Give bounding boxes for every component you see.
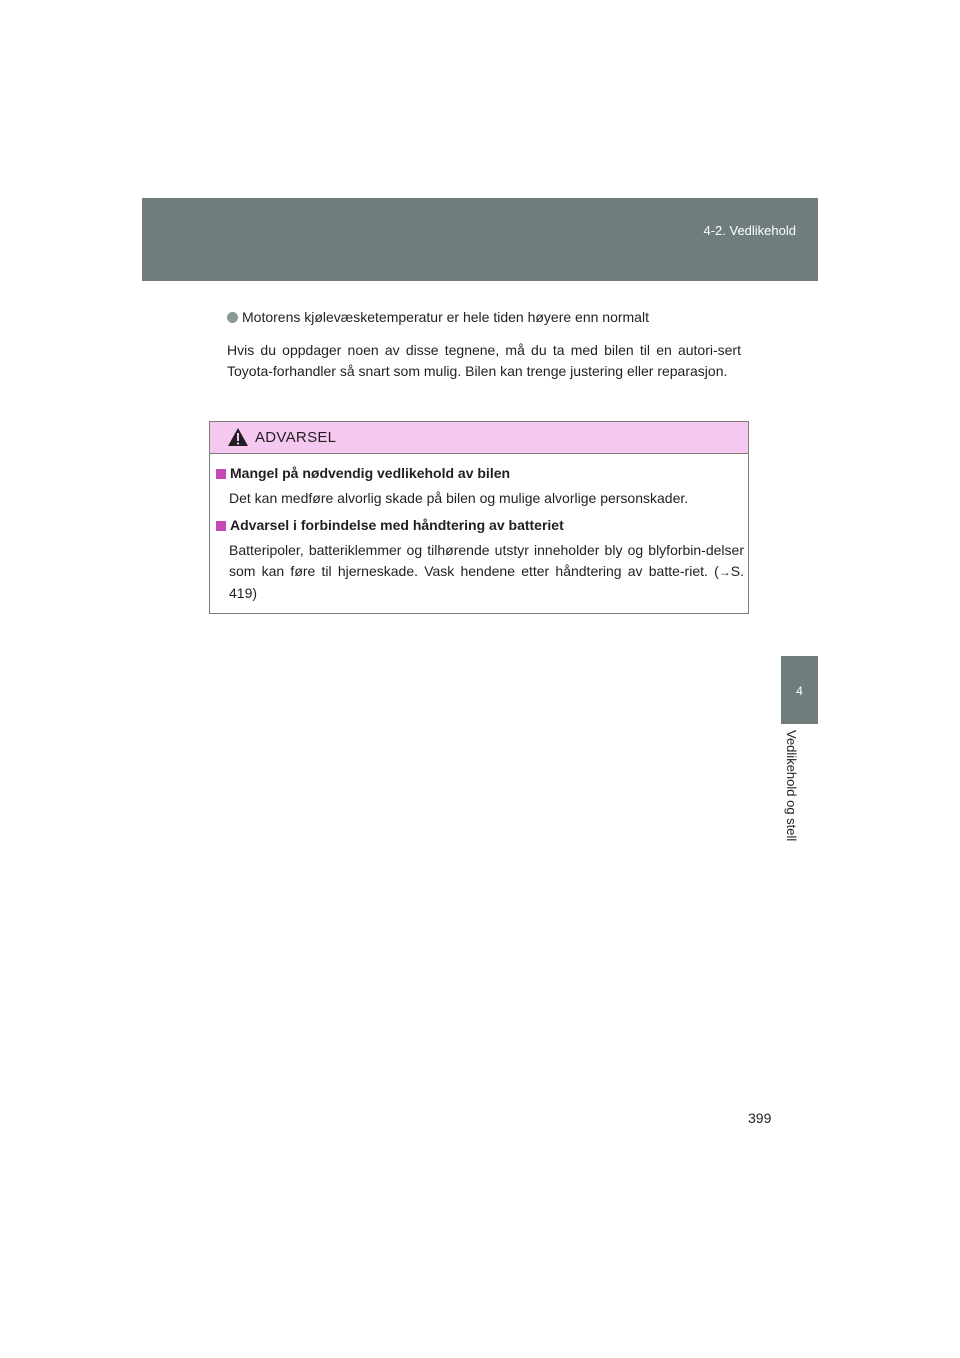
warning-text: Batteripoler, batteriklemmer og tilhørende utstyr inneholder bly og blyforbin-delser som kan føre til hjerneskade. Vask hendene etter håndtering av batte-riet. (→S. 419)	[229, 542, 744, 601]
body-paragraph: Hvis du oppdager noen av disse tegnene, må du ta med bilen til en autori-sert Toyota-forhandler så snart som mulig. Bilen kan trenge justering eller reparasjon.	[227, 342, 741, 379]
header-band	[142, 198, 818, 281]
warning-section	[216, 465, 744, 509]
warning-text: Det kan medføre alvorlig skade på bilen og mulige alvorlige personskader.	[229, 490, 689, 506]
bullet-dot-icon	[227, 312, 238, 323]
warning-box	[209, 421, 749, 614]
warning-header	[210, 422, 748, 454]
page-number: 399	[748, 1110, 772, 1126]
chapter-title: Vedlikehold og stell	[784, 730, 799, 842]
warning-heading: Advarsel i forbindelse med håndtering av batteriet	[216, 517, 744, 533]
warning-heading: Mangel på nødvendig vedlikehold av bilen	[216, 465, 744, 481]
warning-title: ADVARSEL	[255, 429, 337, 446]
square-bullet-icon	[216, 521, 226, 531]
chapter-number: 4	[796, 684, 803, 698]
arrow-right-icon: →	[718, 565, 731, 579]
warning-triangle-icon	[227, 427, 249, 447]
square-bullet-icon	[216, 469, 226, 479]
warning-section	[216, 517, 744, 604]
bullet-text: Motorens kjølevæsketemperatur er hele tiden høyere enn normalt	[242, 309, 649, 325]
chapter-strip	[781, 724, 818, 874]
section-title: 4-2. Vedlikehold	[703, 223, 796, 238]
bullet-item	[227, 309, 649, 325]
page-reference-link[interactable]: S. 419)	[229, 563, 744, 601]
chapter-tab	[781, 656, 818, 724]
